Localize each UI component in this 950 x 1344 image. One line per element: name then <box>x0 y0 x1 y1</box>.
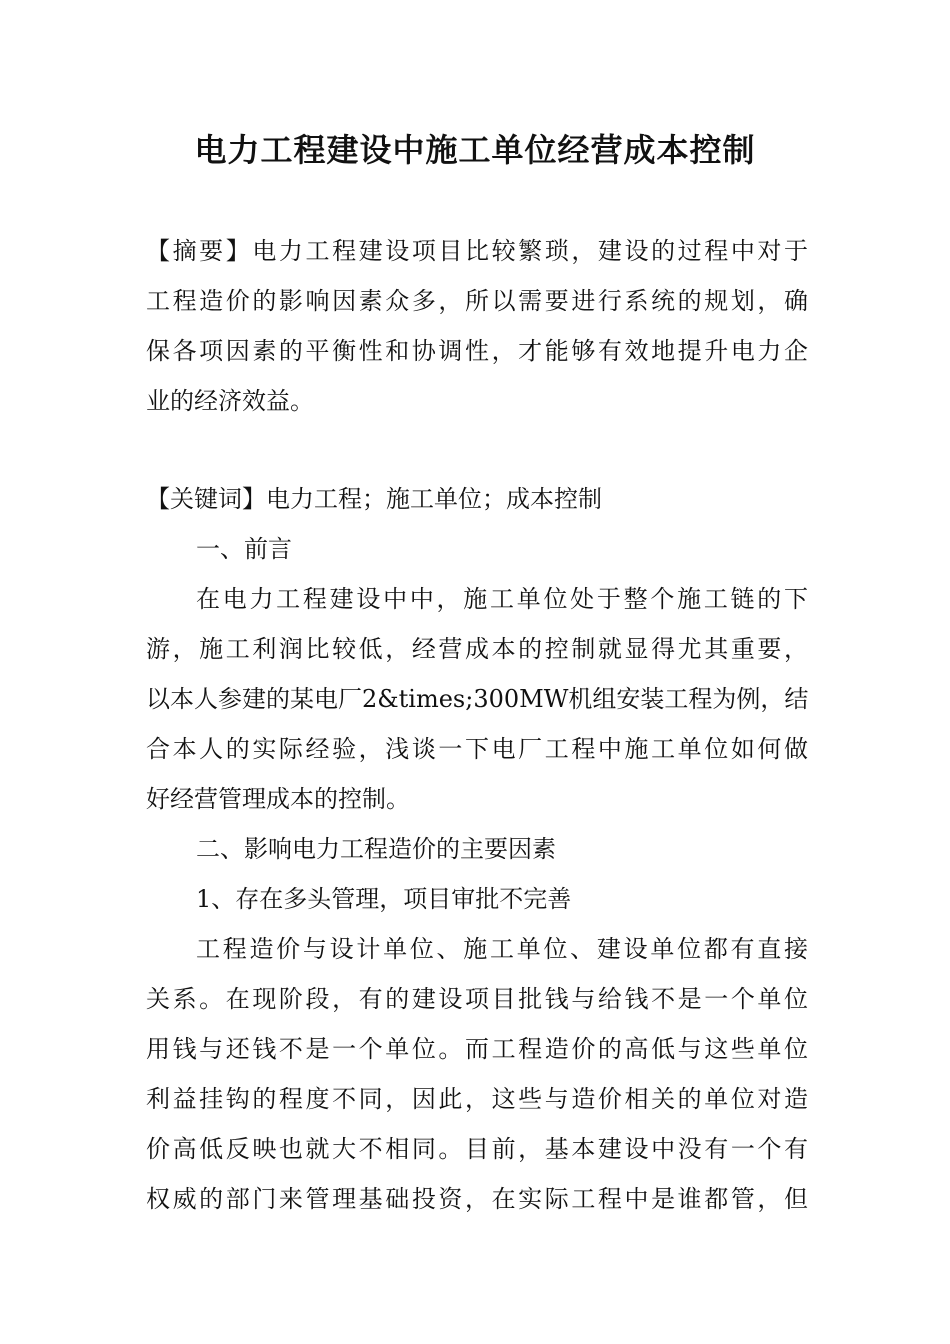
section-heading-preface: 一、前言 <box>196 535 292 563</box>
paragraph-line: 关系。在现阶段，有的建设项目批钱与给钱不是一个单位 <box>146 985 808 1013</box>
main-body <box>146 474 808 1224</box>
paragraph-line: 利益挂钩的程度不同，因此，这些与造价相关的单位对造 <box>146 1085 808 1113</box>
keywords-line: 【关键词】电力工程；施工单位；成本控制 <box>146 485 602 513</box>
paragraph-line: 价高低反映也就大不相同。目前，基本建设中没有一个有 <box>146 1135 808 1163</box>
abstract-line: 保各项因素的平衡性和协调性，才能够有效地提升电力企 <box>146 337 808 365</box>
abstract-paragraph <box>146 226 808 426</box>
abstract-line: 业的经济效益。 <box>146 387 314 415</box>
paragraph-line: 合本人的实际经验，浅谈一下电厂工程中施工单位如何做 <box>146 735 808 763</box>
paragraph-line: 用钱与还钱不是一个单位。而工程造价的高低与这些单位 <box>146 1035 808 1063</box>
paragraph-line: 好经营管理成本的控制。 <box>146 785 410 813</box>
paragraph-line: 游，施工利润比较低，经营成本的控制就显得尤其重要， <box>146 635 808 663</box>
section-heading-factors: 二、影响电力工程造价的主要因素 <box>196 835 556 863</box>
paragraph-line: 权威的部门来管理基础投资，在实际工程中是谁都管，但 <box>146 1185 808 1213</box>
paragraph-line: 工程造价与设计单位、施工单位、建设单位都有直接 <box>196 935 808 963</box>
paragraph-line: 以本人参建的某电厂2&times;300MW机组安装工程为例，结 <box>146 685 808 713</box>
document-title: 电力工程建设中施工单位经营成本控制 <box>194 131 756 169</box>
abstract-line: 【摘要】电力工程建设项目比较繁琐，建设的过程中对于 <box>146 237 808 265</box>
paragraph-line: 在电力工程建设中中，施工单位处于整个施工链的下 <box>196 585 808 613</box>
abstract-line: 工程造价的影响因素众多，所以需要进行系统的规划，确 <box>146 287 808 315</box>
subsection-heading-management: 1、存在多头管理，项目审批不完善 <box>196 885 572 913</box>
